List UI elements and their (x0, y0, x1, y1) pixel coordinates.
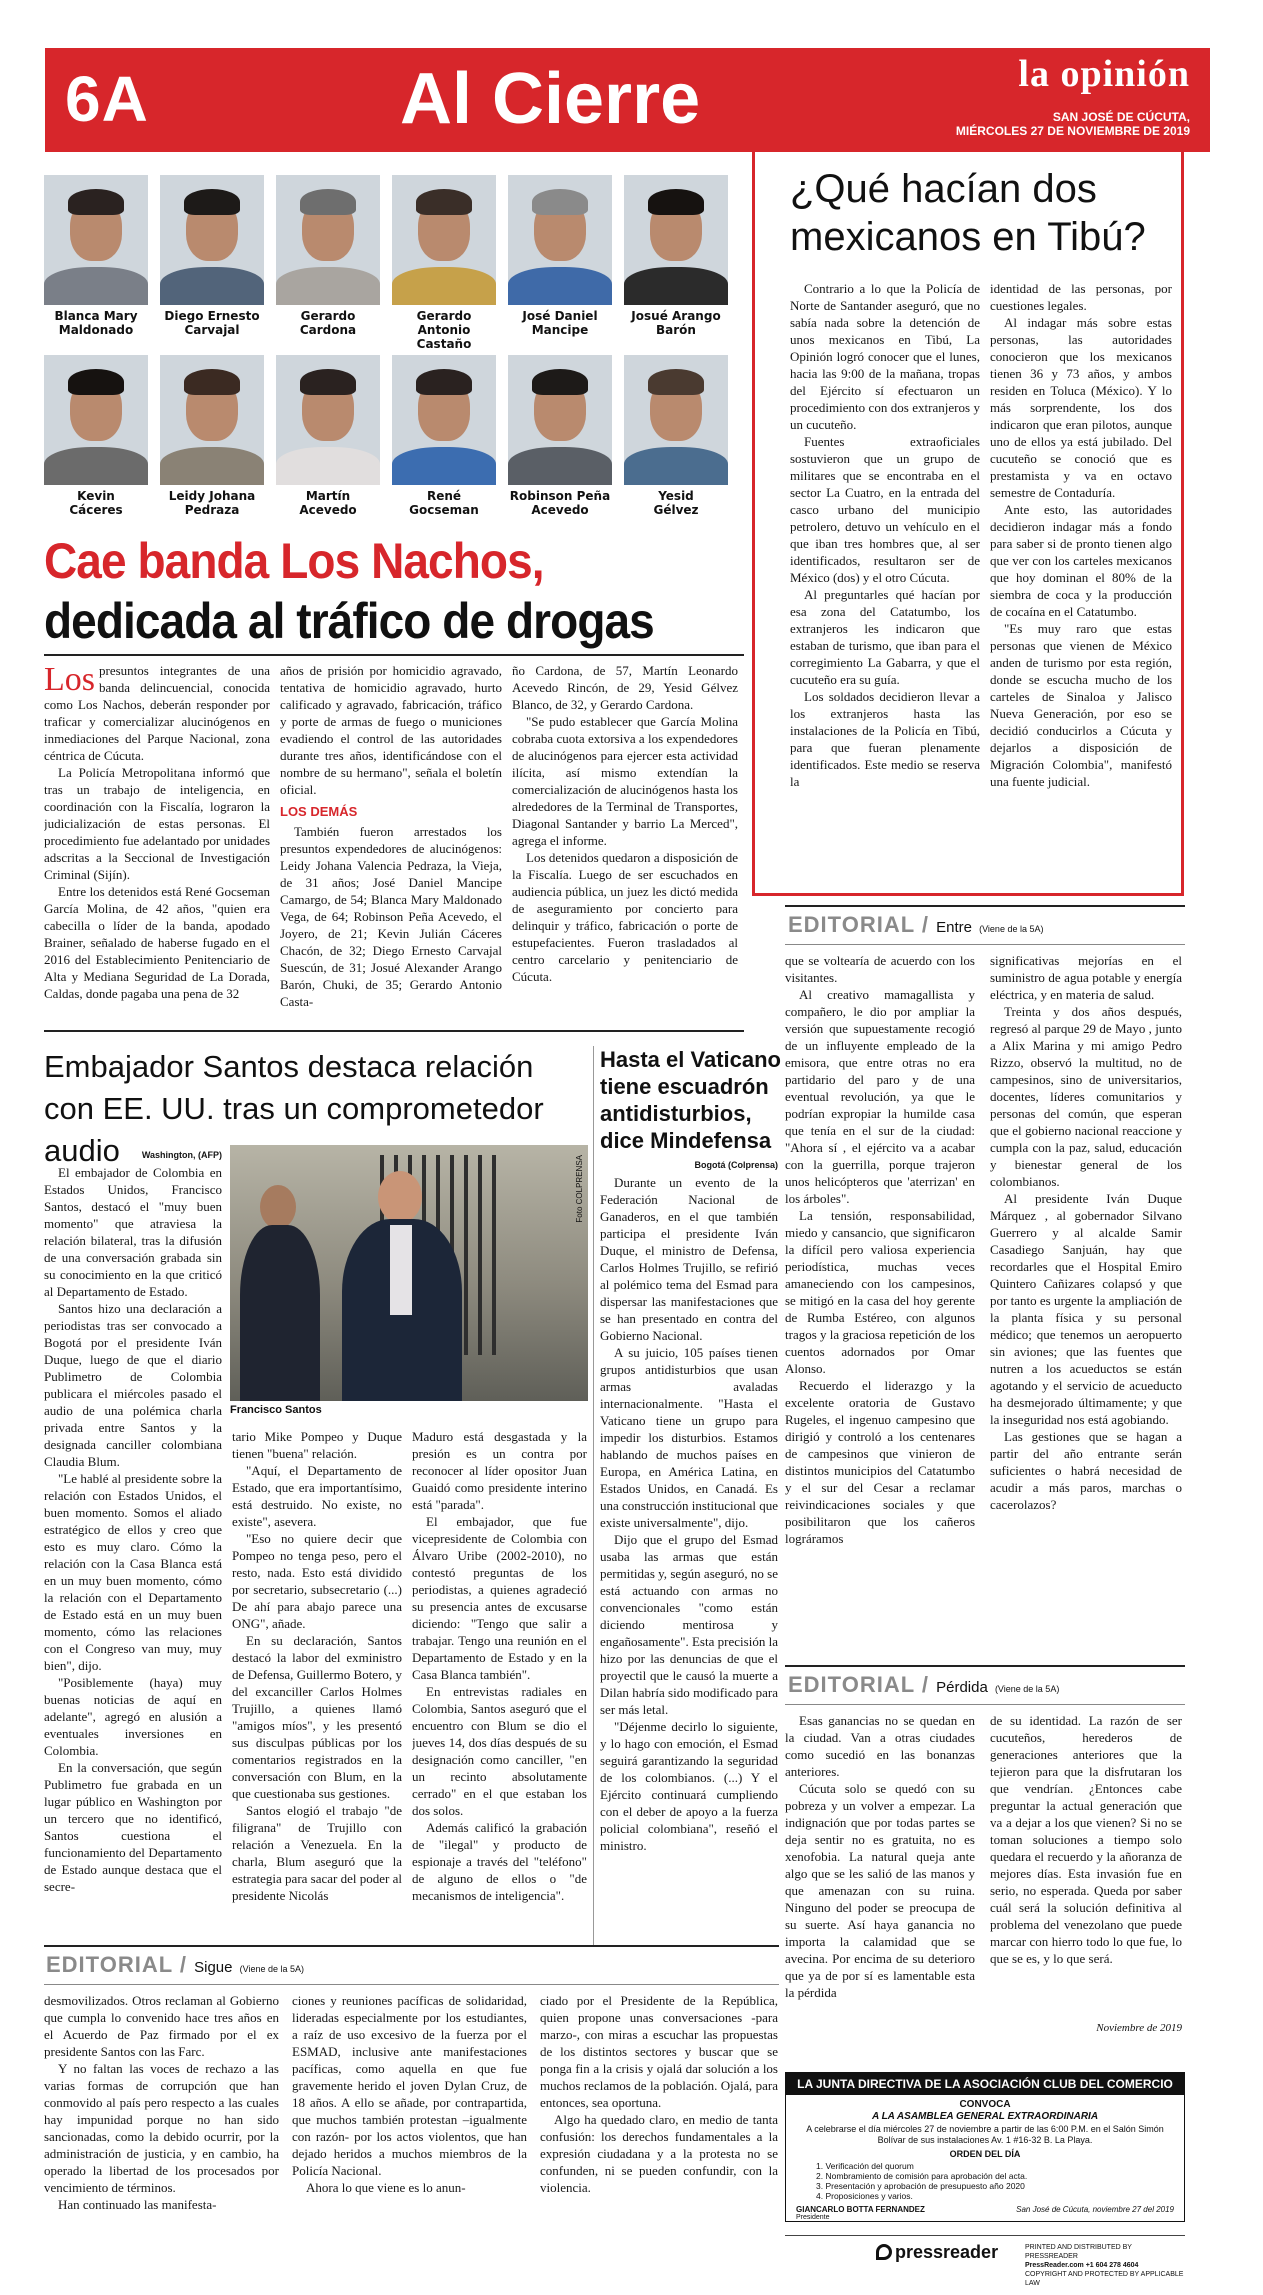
embajador-paragraph: En entrevistas radiales en Colombia, Santos aseguró que el encuentro con Blum se dio el jueves 14, dos días después de su designación como canciller, "en un recinto absolutamente cerrado" en el que estaban los dos solos. (412, 1684, 587, 1818)
photo-credit: Foto COLPRENSA (575, 1155, 584, 1223)
nachos-headline-black: dedicada al tráfico de drogas (44, 593, 654, 649)
mugshot-photo (392, 175, 496, 305)
nachos-column-3 (512, 662, 738, 1022)
footer-line: COPYRIGHT AND PROTECTED BY APPLICABLE LAW (1025, 2271, 1184, 2287)
notice-convoca: CONVOCA (959, 2099, 1011, 2110)
mugshot-shirt (160, 447, 264, 485)
mugshot-caption: Diego Ernesto Carvajal (164, 309, 260, 337)
mugshot-shirt (276, 267, 380, 305)
embajador-paragraph: El embajador de Colombia en Estados Unidos, Francisco Santos, destacó el "muy buen momento" que atraviesa la relación bilateral, tras la difusión de una conversación grabada sin su conocimiento en la que criticó al Departamento de Estado. (44, 1165, 222, 1299)
mugshot-shirt (44, 267, 148, 305)
editorial-jump: (Viene de la 5A) (979, 924, 1044, 934)
nachos-paragraph: Entre los detenidos está René Gocseman García Molina, de 42 años, "quien era cabecilla o líder de la banda, apodado Brainer, señalado de haberse fugado en el 2016 del Establecimiento Penitenciario de Alta y Mediana Seguridad de La Dorada, Caldas, donde pagaba una pena de 32 (44, 884, 270, 1001)
tibu-paragraph: identidad de las personas, por cuestiones legales. (990, 281, 1172, 313)
mugshot-hair (184, 369, 240, 395)
sigue-paragraph: desmovilizados. Otros reclaman al Gobierno que cumpla lo convenido hace tres años en el Acuerdo de Paz firmado por el ex presidente Santos con las Farc. (44, 1993, 279, 2059)
sigue-paragraph: Han continuado las manifesta- (58, 2197, 217, 2212)
mugshot-hair (416, 189, 472, 215)
mugshot-caption: Kevin Cáceres (69, 489, 123, 517)
mugshot-photo (624, 355, 728, 485)
footer-line: PressReader.com +1 604 278 4604 (1025, 2262, 1139, 2269)
tibu-paragraph: Ante esto, las autoridades decidieron indagar más a fondo para saber si de pronto tienen algo que ver con los carteles mexicanos que hoy dominan el 80% de la siembra de coca y la producción de cocaína en el Catatumbo. (990, 502, 1172, 619)
notice-place-date: San José de Cúcuta, noviembre 27 del 2019 (1016, 2205, 1174, 2214)
divider (44, 654, 744, 656)
notice-details: A celebrarse el día miércoles 27 de noviembre a partir de las 6:00 P.M. en el Salón Simón Bolívar de sus instalaciones Av. 1 #16-32 B. La Playa. (806, 2124, 1164, 2145)
entre-paragraph: Recuerdo el liderazgo y la excelente oratoria de Gustavo Rugeles, el ingenuo campesino que dirigió y controló a los centenares de campesinos que vinieron de distintos municipios del Catatumbo y el sur del Cesar a reclamar reivindicaciones sociales y que posibilitaron que los cañeros lográramos (785, 1378, 975, 1546)
nachos-lead: presuntos integrantes de una banda delincuencial, conocida como Los Nachos, deberán responder por traficar y comercializar alucinógenos en inmediaciones del Parque Nacional, zona céntrica de Cúcuta. (44, 663, 270, 763)
section-header (45, 48, 1210, 152)
editorial-entre-header (788, 912, 1043, 938)
nachos-paragraph: ño Cardona, de 57, Martín Leonardo Acevedo Rincón, de 29, Yesid Gélvez Blanco, de 32, y Gerardo Cardona. (512, 663, 738, 712)
editorial-word: Pérdida (936, 1679, 988, 1696)
photo-caption: Francisco Santos (230, 1404, 322, 1416)
embajador-dateline: Washington, (AFP) (141, 1150, 222, 1160)
editorial-word: Sigue (194, 1959, 233, 1976)
mugshot-caption: Blanca Mary Maldonado (54, 309, 138, 337)
entre-paragraph: Al presidente Iván Duque Márquez , al gobernador Silvano Guerrero y al alcalde Samir Casadiego Sanjuán, hay que recordarles que el Hospital Emiro Quintero Cañizares colapsó y que por tanto es urgente la ampliación de la planta física y su personal médico; que tenemos un aeropuerto sin aviones; que las fuentes que nutren a los acueductos se están agotando y el servicio de acueducto ha desmejorado últimamente; y que la inseguridad nos está agobiando. (990, 1191, 1182, 1427)
agenda-item: 1. Verificación del quorum (816, 2161, 914, 2171)
agenda-item: 3. Presentación y aprobación de presupuesto año 2020 (816, 2181, 1025, 2191)
mugshot-shirt (44, 447, 148, 485)
photo-person-left-head (260, 1185, 296, 1229)
mugshot-hair (532, 369, 588, 395)
perdida-paragraph: de su identidad. La razón de ser cucuteños, herederos de generaciones anteriores que la tejieron para que la disfrutaran los que vendrían. ¿Entonces cabe preguntar la actual generación que va a dejar a los que vienen? Si no se toman soluciones a tiempo solo quedara el recuerdo y la añoranza de mejores días. Esta invasión fue en serio, no esperada. Queda por saber cuál será la solución definitiva al problema del venezolano que puede marcar con hierro todo lo que fue, lo que se es, y lo que será. (990, 1713, 1182, 1966)
tibu-paragraph: Los soldados decidieron llevar a los extranjeros hasta las instalaciones de la Policía en Tibú, para que fueran plenamente identificados. Este medio se reserva la (790, 689, 980, 789)
mugshot-photo (508, 175, 612, 305)
mugshot-caption: Gerardo Cardona (299, 309, 357, 337)
sigue-paragraph: ciado por el Presidente de la República, quien propone unas conversaciones -para marzo-, con miras a escuchar las propuestas de los distintos sectores y buscar que se ponga fin a la crisis y ojalá dar solución a los muchos reclamos de la población. Ojalá, para entonces, sea oportuna. (540, 1993, 778, 2110)
page-number: 6A (65, 63, 149, 135)
mugshot-photo (44, 175, 148, 305)
entre-paragraph: Las gestiones que se hagan a partir del año entrante serán suficientes o habrá necesidad de acudir a más paros, marchas o cacerolazos? (990, 1429, 1182, 1512)
nachos-paragraph: "Se pudo establecer que García Molina cobraba cuota extorsiva a los expendedores de alucinógenos para ejercer esta actividad ilícita, así mismo extendían la comercialización de alucinógenos hasta los alrededores de la Terminal de Transportes, Diagonal Santander y barrio La Merced", agrega el informe. (512, 714, 738, 848)
embajador-paragraph: En la conversación, que según Publimetro fue grabada en un lugar público en Washington por un tercero que no identificó, Santos cuestiona el funcionamiento del Departamento de Estado aunque destaca que el secre- (44, 1760, 222, 1894)
nachos-paragraph: También fueron arrestados los presuntos expendedores de alucinógenos: Leidy Johana Valencia Pedraza, la Vieja, de 31 años; José Daniel Mancipe Camargo, de 54; Blanca Mary Maldonado Vega, de 64; Robinson Peña Acevedo, el Joyero, de 21; Kevin Julián Cáceres Chacón, de 32; Diego Ernesto Carvajal Suescún, de 31; Josué Alexander Arango Barón, Chuki, de 35; Gerardo Antonio Casta- (280, 824, 502, 1009)
vaticano-paragraph: Dijo que el grupo del Esmad usaba las armas que están permitidas y, según aseguró, no se está actuando con armas no convencionales "como están diciendo mentirosa y engañosamente". Esta precisión la hizo por las denuncias de que el proyectil que le causó la muerte a Dilan habría sido modificado para ser más letal. (600, 1532, 778, 1717)
section-title: Al Cierre (400, 59, 701, 139)
sigue-paragraph: Ahora lo que viene es lo anun- (306, 2180, 466, 2195)
embajador-paragraph: El embajador, que fue vicepresidente de Colombia con Álvaro Uribe (2002-2010), no contestó preguntas de los periodistas, a quienes agradeció su presencia antes de excusarse diciendo: "Tengo que salir a trabajar. Tengo una reunión en el Departamento de Estado y en la Casa Blanca también". (412, 1514, 587, 1682)
footer-line: PRINTED AND DISTRIBUTED BY PRESSREADER (1025, 2244, 1132, 2260)
mugshot-hair (532, 189, 588, 215)
divider (785, 1704, 1185, 1705)
mugshot-hair (300, 189, 356, 215)
sigue-column-2 (292, 1992, 527, 2252)
mugshot-caption: Martín Acevedo (299, 489, 357, 517)
vaticano-headline: Hasta el Vaticano tiene escuadrón antidisturbios, dice Mindefensa (600, 1047, 781, 1153)
mugshot-hair (416, 369, 472, 395)
embajador-paragraph: Santos elogió el trabajo "de filigrana" de Trujillo con relación a Venezuela. En la charla, Blum aseguró que la estrategia para sacar del poder al presidente Nicolás (232, 1803, 402, 1903)
nachos-paragraph: años de prisión por homicidio agravado, tentativa de homicidio agravado, hurto calificado y agravado, fabricación, tráfico y porte de armas de fuego o municiones evadiendo el control de las autoridades durante tres años, identificándose con el nombre de su hermano", señala el boletín oficial. (280, 663, 502, 797)
mugshot-shirt (392, 447, 496, 485)
dateline-city: SAN JOSÉ DE CÚCUTA, (1052, 110, 1190, 124)
photo-santos-head (378, 1171, 422, 1223)
nachos-headline-red: Cae banda Los Nachos, (44, 533, 544, 589)
mugshot-hair (68, 189, 124, 215)
dateline-date: MIÉRCOLES 27 DE NOVIEMBRE DE 2019 (955, 124, 1190, 138)
photo-person-left (240, 1225, 320, 1401)
divider (785, 1665, 1185, 1667)
editorial-sigue-header (46, 1952, 304, 1978)
entre-paragraph: que se voltearía de acuerdo con los visitantes. (785, 953, 975, 985)
mugshot-shirt (508, 267, 612, 305)
embajador-paragraph: En su declaración, Santos destacó la labor del exministro de Defensa, Guillermo Botero, y del excanciller Carlos Holmes Trujillo, a quienes llamó "amigos míos", y les presentó sus disculpas públicas por los comentarios registrados en la conversación con Blum, en la que cuestionaba sus gestiones. (232, 1633, 402, 1801)
nachos-subhead: LOS DEMÁS (280, 804, 358, 819)
divider (785, 944, 1185, 945)
nachos-column-2 (280, 662, 502, 1022)
mugshot-caption: Josué Arango Barón (631, 309, 721, 337)
nachos-column-1 (44, 662, 270, 1022)
editorial-label: EDITORIAL / (46, 1952, 187, 1977)
embajador-paragraph: Además calificó la grabación de "ilegal" y producto de espionaje a través del "teléfono" de alguno de ellos o "de mecanismos de inteligencia". (412, 1820, 587, 1903)
footer-fineprint (1025, 2243, 1185, 2288)
mugshot-shirt (624, 267, 728, 305)
tibu-paragraph: Al preguntarles qué hacían por esa zona del Catatumbo, los extranjeros les indicaron que estaban de turismo, que iban para el corregimiento La Gabarra, y que el cucuteño era su guía. (790, 587, 980, 687)
editorial-label: EDITORIAL / (788, 1672, 929, 1697)
mugshot-photo (276, 175, 380, 305)
mugshot-caption: Leidy Johana Pedraza (168, 489, 256, 517)
editorial-jump: (Viene de la 5A) (239, 1964, 304, 1974)
entre-paragraph: significativas mejorías en el suministro de agua potable y energía eléctrica, y en materia de salud. (990, 953, 1182, 1002)
embajador-column-3 (412, 1428, 587, 1930)
mugshot-shirt (624, 447, 728, 485)
entre-paragraph: Al creativo mamagallista y compañero, le dio por ampliar la versión que supuestamente recogió de un influyente empleado de la emisora, que entre otras no era partidario del paro y de una eventual revolución, ya que le podrían expropiar la humilde casa que tenía en el sur de la ciudad: "Ahora sí , el ejército va a acabar con la guerrilla, porque trajeron unos helicópteros que 'aterrizan' en los árboles". (785, 987, 975, 1206)
mugshot-photo (44, 355, 148, 485)
notice-orden: ORDEN DEL DÍA (949, 2149, 1021, 2159)
embajador-headline: Embajador Santos destaca relación con EE. UU. tras un comprometedor audio (44, 1049, 544, 1168)
embajador-paragraph: tario Mike Pompeo y Duque tienen "buena" relación. (232, 1429, 402, 1461)
divider (785, 905, 1185, 907)
tibu-paragraph: Al indagar más sobre estas personas, las autoridades conocieron que los mexicanos tienen 36 y 73 años, y ambos residen en Toluca (México). Y lo más sorprendente, los dos indicaron que eran pilotos, aunque uno de ellos ya está jubilado. Del cucuteño se conoció que es prestamista y va en octavo semestre de Contaduría. (990, 315, 1172, 500)
embajador-paragraph: "Posiblemente (haya) muy buenas noticias de aquí en adelante", agregó en alusión a eventuales inversiones en Colombia. (44, 1675, 222, 1758)
pressreader-icon (876, 2244, 892, 2260)
column-divider (593, 1046, 594, 1946)
brand-logo: la opinión (1018, 53, 1190, 95)
embajador-column-1 (44, 1150, 222, 1930)
perdida-column-1 (785, 1712, 975, 2052)
embajador-paragraph: Maduro está desgastada y la presión es un contra por reconocer al líder opositor Juan Guaidó como presidente interino está "parada". (412, 1429, 587, 1512)
entre-paragraph: Treinta y dos años después, regresó al parque 29 de Mayo , junto a Alix Marina y mi amigo Pedro Rizzo, observó la multitud, no de campesinos, sino de universitarios, docentes, líderes comunitarios y personas del común, que esperan que el gobierno nacional reaccione y cumpla con la paz, salud, educación y bienestar general de los colombianos. (990, 1004, 1182, 1189)
mugshot-photo (508, 355, 612, 485)
tibu-column-2 (990, 280, 1172, 885)
perdida-paragraph: Cúcuta solo se quedó con su pobreza y un volver a empezar. La indignación que por todas partes se deja sentir no es gratuita, no es xenofobia. La natural queja ante algo que se les salió de las manos y que amenazan con su ruina. Ninguno del poder se preocupa de su suerte. Así haya ganancia no importa la calamidad que se avecina. Por encima de su deterioro que ya de por sí es lamentable esta la pérdida (785, 1781, 975, 2000)
mugshot-hair (300, 369, 356, 395)
dropcap: Los (44, 662, 95, 698)
mugshot-caption: Gerardo Antonio Castaño (416, 309, 472, 351)
editorial-perdida-header (788, 1672, 1059, 1698)
mugshot-photo (160, 355, 264, 485)
editorial-jump: (Viene de la 5A) (994, 1684, 1060, 1694)
tibu-paragraph: Contrario a lo que la Policía de Norte de Santander aseguró, que no sabía nada sobre la detención de unos mexicanos en Tibú, La Opinión logró conocer que el lunes, hacia las 9:00 de la mañana, tropas del Ejército sí efectuaron un procedimiento con dos extranjeros y un cucuteño. (790, 281, 980, 432)
divider (44, 1984, 779, 1985)
vaticano-paragraph: Durante un evento de la Federación Nacional de Ganaderos, en el que también participa el presidente Iván Duque, el ministro de Defensa, Carlos Holmes Trujillo, se refirió al polémico tema del Esmad para dispersar las manifestaciones que se han presentado en contra del Gobierno Nacional. (600, 1175, 778, 1343)
embajador-paragraph: "Aquí, el Departamento de Estado, que era importantísimo, está destruido. No existe, no existe", asevera. (232, 1463, 402, 1529)
perdida-paragraph: Esas ganancias no se quedan en la ciudad. Van a otras ciudades como sucedió en las bonanzas anteriores. (785, 1713, 975, 1779)
embajador-paragraph: "Eso no quiere decir que Pompeo no tenga peso, pero el resto, nada. Esto está dividido por secretario, subsecretario (...) De ahí para abajo parece una ONG", añade. (232, 1531, 402, 1631)
mugshot-photo (392, 355, 496, 485)
editorial-signoff: Noviembre de 2019 (1096, 2022, 1182, 2034)
tibu-paragraph: "Es muy raro que estas personas que vienen de México anden de turismo por esta región, donde se escucha mucho de los carteles de Sinaloa y Jalisco Nueva Generación, por eso se decidió conducirlos a Cúcuta y dejarlos a disposición de Migración Colombia", manifestó una fuente judicial. (990, 621, 1172, 789)
agenda-item: 4. Proposiciones y varios. (816, 2191, 913, 2201)
santos-photo (230, 1145, 588, 1401)
sigue-column-3 (540, 1992, 778, 2252)
tibu-paragraph: Fuentes extraoficiales sostuvieron que un grupo de militares que se encontraba en el sector La Cuatro, en la entrada del casco urbano del municipio petrolero, detuvo un vehículo en el que iban tres hombres que, al ser identificados, resultaron ser de México (dos) y el otro Cúcuta. (790, 434, 980, 585)
vaticano-paragraph: A su juicio, 105 países tienen grupos antidisturbios que usan armas avaladas internacionalmente. "Hasta el Vaticano tiene un grupo para impedir los disturbios. Estamos hablando de muchos países en Europa, en América Latina, en Estados Unidos, en Canadá. Es una construcción institucional que existe universalmente", dijo. (600, 1345, 778, 1530)
mugshot-shirt (276, 447, 380, 485)
sigue-column-1 (44, 1992, 279, 2252)
divider (44, 1030, 744, 1032)
vaticano-dateline: Bogotá (Colprensa) (694, 1160, 778, 1170)
embajador-column-2 (232, 1428, 402, 1930)
perdida-column-2 (990, 1712, 1182, 2032)
mugshot-hair (648, 189, 704, 215)
photo-santos-shirt (390, 1225, 412, 1315)
sigue-paragraph: ciones y reuniones pacíficas de solidaridad, lideradas especialmente por los estudiantes, a raíz de uso excesivo de la fuerza por el ESMAD, inclusive ante manifestaciones pacíficas, como aquella en que fue gravemente herido el joven Dylan Cruz, de 18 años. A ello se añade, por contrapartida, que muchos también protestan –igualmente con razón- por los actos violentos, que han dejado heridos a muchos miembros de la Policía Nacional. (292, 1993, 527, 2178)
notice-agenda (816, 2161, 1116, 2201)
notice-header: LA JUNTA DIRECTIVA DE LA ASOCIACIÓN CLUB DEL COMERCIO (786, 2073, 1184, 2095)
vaticano-paragraph: "Déjenme decirlo lo siguiente, y lo hago con emoción, el Esmad seguirá garantizando la seguridad de los colombianos. (...) Y el Ejército continuará cumpliendo con el deber de apoyo a la fuerza policial colombiana", reseñó el ministro. (600, 1719, 778, 1853)
sigue-paragraph: Algo ha quedado claro, en medio de tanta confusión: los derechos fundamentales a la expresión ciudadana y a la protesta no se confunden, ni se pueden confundir, con la violencia. (540, 2112, 778, 2195)
mugshot-photo (624, 175, 728, 305)
mugshot-caption: Yesid Gélvez (653, 489, 699, 517)
tibu-column-1 (790, 280, 980, 885)
mugshot-caption: René Gocseman (409, 489, 479, 517)
notice-signer-title: Presidente (796, 2214, 830, 2221)
tibu-headline: ¿Qué hacían dos mexicanos en Tibú? (790, 167, 1146, 259)
nachos-paragraph: Los detenidos quedaron a disposición de la Fiscalía. Luego de ser escuchados en audiencia pública, un juez les dictó medida de aseguramiento por concierto para delinquir y tráfico, fabricación o porte de estupefacientes. Fueron trasladados al centro carcelario y penitenciario de Cúcuta. (512, 850, 738, 984)
mugshot-caption: Robinson Peña Acevedo (509, 489, 611, 517)
mugshot-hair (648, 369, 704, 395)
vaticano-column (600, 1160, 778, 1930)
notice-signer: GIANCARLO BOTTA FERNANDEZ (796, 2205, 925, 2214)
mugshot-shirt (508, 447, 612, 485)
sigue-paragraph: Y no faltan las voces de rechazo a las varias formas de corrupción que han conmovido al país pero respecto a las cuales hay impunidad porque no han sido sancionadas, como la debido ocurrir, por la administración de justicia, y en cambio, ha operado la libertad de los procesados por vencimiento de términos. (44, 2061, 279, 2195)
agenda-item: 2. Nombramiento de comisión para aprobación del acta. (816, 2171, 1028, 2181)
notice-assembly: A LA ASAMBLEA GENERAL EXTRAORDINARIA (871, 2111, 1099, 2122)
embajador-paragraph: Santos hizo una declaración a periodistas tras ser convocado a Bogotá por el presidente Iván Duque, luego de que el diario Publimetro de Colombia publicara el miércoles pasado el audio de una polémica charla privada entre Santos y la designada canciller colombiana Claudia Blum. (44, 1301, 222, 1469)
mugshot-hair (184, 189, 240, 215)
nachos-paragraph: La Policía Metropolitana informó que tras un trabajo de inteligencia, en coordinación con la Fiscalía, lograron la judicialización de estas personas. El procedimiento fue adelantado por unidades adscritas a la Seccional de Investigación Criminal (Sijín). (44, 765, 270, 882)
mugshot-caption: José Daniel Mancipe (522, 309, 598, 337)
editorial-word: Entre (936, 919, 972, 936)
editorial-label: EDITORIAL / (788, 912, 929, 937)
embajador-paragraph: "Le hablé al presidente sobre la relación con Estados Unidos, el buen momento. Somos el aliado estratégico de ellos y creo que esto es muy claro. Cómo la relación con la Casa Blanca está en un muy buen momento, cómo la relación con el Departamento de Estado está en un muy buen momento, cómo las relaciones con el Congreso van muy, muy bien", dijo. (44, 1471, 222, 1673)
mugshot-hair (68, 369, 124, 395)
mugshot-shirt (160, 267, 264, 305)
mugshot-photo (276, 355, 380, 485)
club-comercio-notice (785, 2072, 1185, 2222)
dateline (930, 110, 1190, 138)
mugshot-shirt (392, 267, 496, 305)
entre-paragraph: La tensión, responsabilidad, miedo y cansancio, que significaron la difícil pero valiosa experiencia periodística, muchas veces amaneciendo con los campesinos, se mitigó en la casa del hoy gerente de Rumba Estéreo, con algunos tragos y la graciosa repetición de los cuentos adornados por Omar Alonso. (785, 1208, 975, 1376)
mugshot-photo (160, 175, 264, 305)
pressreader-logo[interactable]: pressreader (895, 2242, 999, 2262)
divider (44, 1945, 779, 1947)
